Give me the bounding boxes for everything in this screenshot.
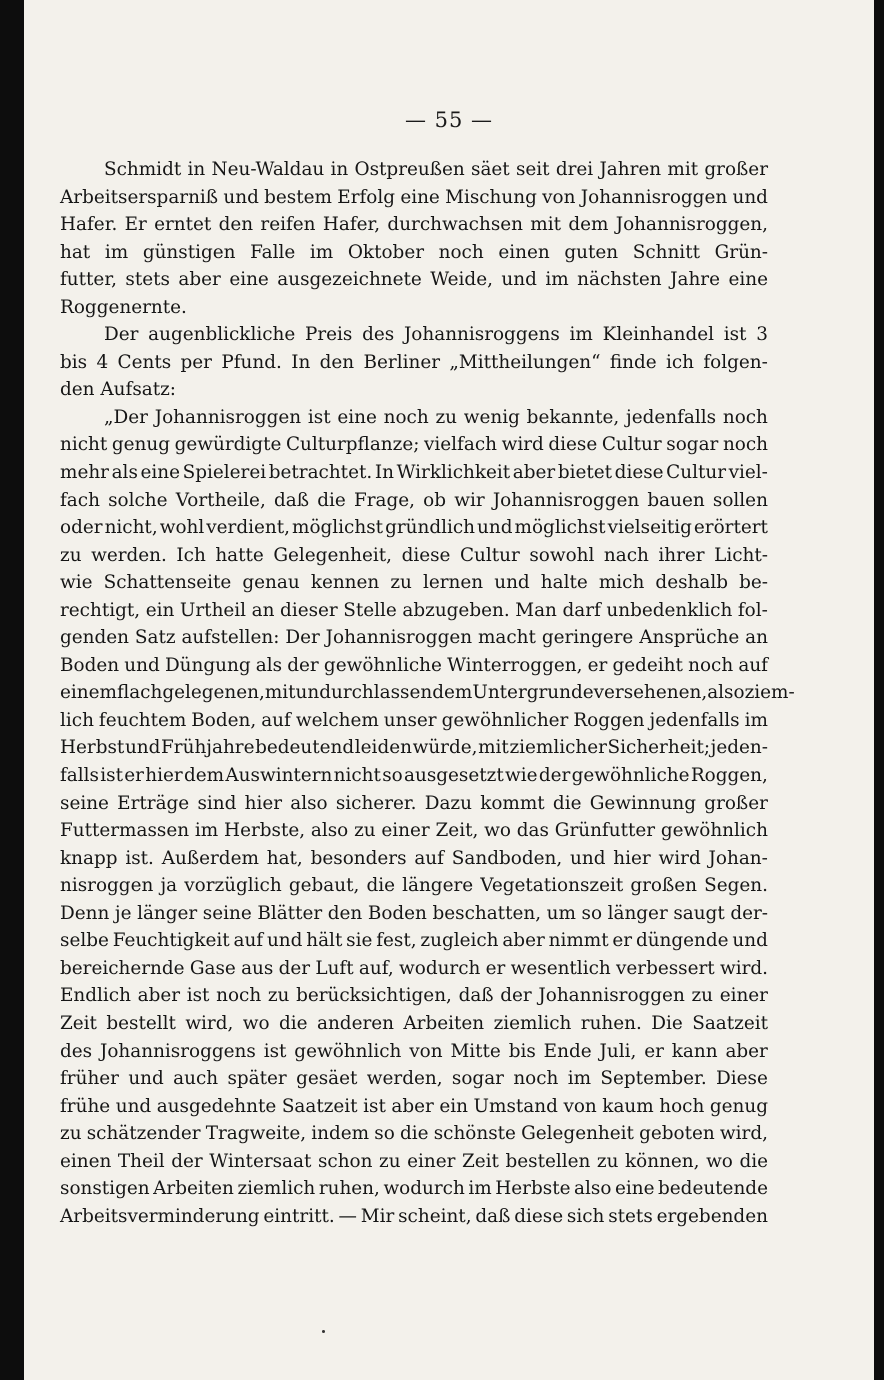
text-line: Der augenblickliche Preis des Johannisroggens im Kleinhandel ist 3 <box>104 324 768 346</box>
scan-border <box>874 0 884 1380</box>
text-line: des Johannisroggens ist gewöhnlich von Mitte bis Ende Juli, er kann aber <box>60 1040 768 1062</box>
text-line: Arbeitsersparniß und bestem Erfolg eine Mischung von Johannisroggen und <box>60 186 768 208</box>
text-line: nicht genug gewürdigte Culturpflanze; vielfach wird diese Cultur sogar noch <box>60 434 768 456</box>
text-line: rechtigt, ein Urtheil an dieser Stelle abzugeben. Man darf unbedenklich fol- <box>60 599 768 621</box>
text-line: Boden und Düngung als der gewöhnliche Winterroggen, er gedeiht noch auf <box>60 654 768 676</box>
text-line: genden Satz aufstellen: Der Johannisroggen macht geringere Ansprüche an <box>60 627 768 649</box>
text-line: Herbst und Frühjahre bedeutend leiden würde, mit ziemlicher Sicherheit; jeden- <box>60 737 768 759</box>
text-line: Endlich aber ist noch zu berücksichtigen, daß der Johannisroggen zu einer <box>60 985 768 1007</box>
text-line: Zeit bestellt wird, wo die anderen Arbeiten ziemlich ruhen. Die Saatzeit <box>60 1012 768 1034</box>
text-line: den Aufsatz: <box>60 379 177 401</box>
book-page <box>24 0 874 1380</box>
text-line: nisroggen ja vorzüglich gebaut, die längere Vegetationszeit großen Segen. <box>60 875 768 897</box>
text-line: frühe und ausgedehnte Saatzeit ist aber ein Umstand von kaum hoch genug <box>60 1095 768 1117</box>
text-line: fach solche Vortheile, daß die Frage, ob wir Johannisroggen bauen sollen <box>60 489 768 511</box>
text-line: einem flach gelegenen, mit undurchlassendem Untergrunde versehenen, also ziem- <box>60 682 795 704</box>
text-line: früher und auch später gesäet werden, sogar noch im September. Diese <box>60 1068 768 1090</box>
text-line: sonstigen Arbeiten ziemlich ruhen, wodurch im Herbste also eine bedeutende <box>60 1178 768 1200</box>
text-line: Arbeitsverminderung eintritt. — Mir scheint, daß diese sich stets ergebenden <box>60 1205 768 1227</box>
text-line: lich feuchtem Boden, auf welchem unser gewöhnlicher Roggen jedenfalls im <box>60 709 768 731</box>
text-line: bereichernde Gase aus der Luft auf, wodurch er wesentlich verbessert wird. <box>60 957 768 979</box>
text-line: zu schätzender Tragweite, indem so die schönste Gelegenheit geboten wird, <box>60 1123 768 1145</box>
text-line: knapp ist. Außerdem hat, besonders auf Sandboden, und hier wird Johan- <box>60 847 768 869</box>
text-line: seine Erträge sind hier also sicherer. Dazu kommt die Gewinnung großer <box>60 792 768 814</box>
text-line: Hafer. Er erntet den reifen Hafer, durchwachsen mit dem Johannisroggen, <box>60 214 768 236</box>
text-line: falls ist er hier dem Auswintern nicht so ausgesetzt wie der gewöhnliche Roggen, <box>60 765 768 787</box>
text-line: bis 4 Cents per Pfund. In den Berliner „Mittheilungen“ finde ich folgen- <box>60 351 768 373</box>
scan-speck <box>322 1330 325 1333</box>
text-line: wie Schattenseite genau kennen zu lernen und halte mich deshalb be- <box>60 572 768 594</box>
text-line: hat im günstigen Falle im Oktober noch einen guten Schnitt Grün- <box>60 241 768 263</box>
text-line: mehr als eine Spielerei betrachtet. In Wirklichkeit aber bietet diese Cultur viel- <box>60 462 768 484</box>
text-line: „Der Johannisroggen ist eine noch zu wenig bekannte, jedenfalls noch <box>104 406 768 428</box>
text-line: einen Theil der Wintersaat schon zu einer Zeit bestellen zu können, wo die <box>60 1150 768 1172</box>
text-line: zu werden. Ich hatte Gelegenheit, diese Cultur sowohl nach ihrer Licht- <box>60 544 768 566</box>
text-line: Schmidt in Neu-Waldau in Ostpreußen säet seit drei Jahren mit großer <box>104 159 768 180</box>
body-text <box>60 156 795 1230</box>
text-line: Futtermassen im Herbste, also zu einer Zeit, wo das Grünfutter gewöhnlich <box>60 820 768 842</box>
page-number: — 55 — <box>404 108 494 132</box>
text-line: Roggenernte. <box>60 296 187 318</box>
text-line: oder nicht, wohl verdient, möglichst gründlich und möglichst vielseitig erörtert <box>60 517 768 539</box>
text-line: Denn je länger seine Blätter den Boden beschatten, um so länger saugt der- <box>60 902 768 924</box>
text-line: futter, stets aber eine ausgezeichnete Weide, und im nächsten Jahre eine <box>60 269 768 291</box>
text-line: selbe Feuchtigkeit auf und hält sie fest, zugleich aber nimmt er düngende und <box>60 930 768 952</box>
